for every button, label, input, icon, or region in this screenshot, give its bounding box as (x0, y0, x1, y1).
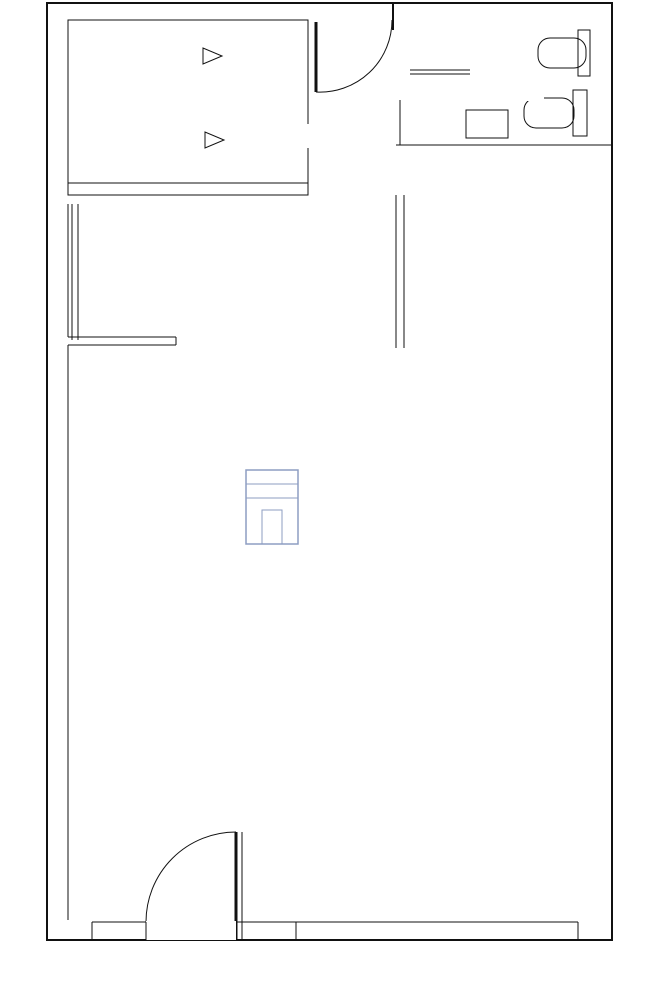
watermark (246, 470, 298, 544)
entrance-door-swing (146, 832, 236, 922)
hall-door-swing (316, 20, 392, 92)
partition-walls (68, 195, 404, 920)
toilet-top (538, 30, 590, 76)
entrance (92, 832, 578, 940)
staircase (68, 20, 308, 195)
stair-arrow-bottom (205, 132, 224, 148)
bathroom-sink (466, 110, 508, 138)
watermark-building-icon (246, 470, 298, 544)
stair-arrow-top (203, 48, 222, 64)
